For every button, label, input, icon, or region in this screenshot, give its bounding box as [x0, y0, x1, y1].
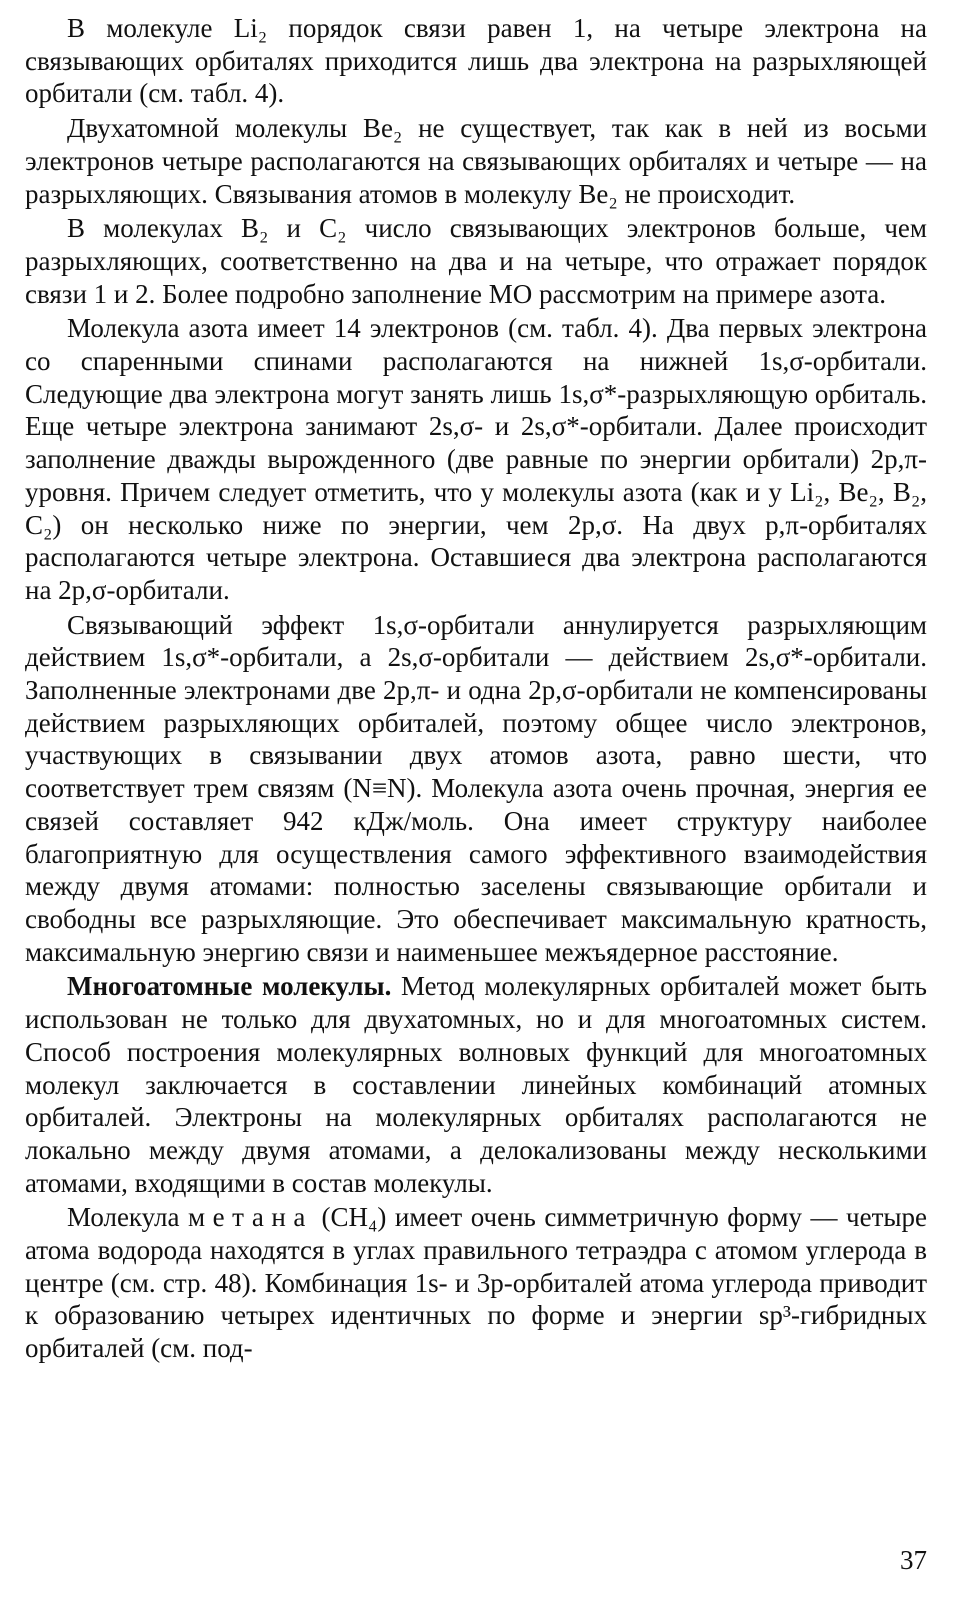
paragraph-methane	[25, 1201, 927, 1365]
paragraph-bonding-effect: Связывающий эффект 1s,σ-орбитали аннулируется разрыхляющим действием 1s,σ*-орбитали, а 2s,σ-орбитали — действием 2s,σ*-орбитали. Заполненные электронами две 2p,π- и одна 2p,σ-орбитали не компенсированы действием разрыхляющих орбиталей, поэтому общее число электронов, участвующих в связывании двух атомов азота, равно шести, что соответствует трем связям (N≡N). Молекула азота очень прочная, энергия ее связей составляет 942 кДж/моль. Она имеет структуру наиболее благоприятную для осуществления самого эффективного взаимодействия между двумя атомами: полностью заселены связывающие орбитали и свободны все разрыхляющие. Это обеспечивает максимальную кратность, максимальную энергию связи и наименьшее межъядерное расстояние.	[25, 609, 927, 967]
paragraph-polyatomic	[25, 970, 927, 1199]
paragraph-b2-c2: В молекулах B₂ и C₂ число связывающих электронов больше, чем разрыхляющих, соответственно на два и на четыре, что отражает порядок связи 1 и 2. Более подробно заполнение МО рассмотрим на примере азота.	[25, 213, 927, 309]
page-body	[25, 12, 927, 1365]
methane-word: метана	[187, 1202, 313, 1233]
paragraph-li2: В молекуле Li₂ порядок связи равен 1, на четыре электрона на связывающих орбиталях приходится лишь два электрона на разрыхляющей орбитали (см. табл. 4).	[25, 13, 927, 109]
methane-intro: Молекула	[67, 1202, 188, 1233]
paragraph-be2: Двухатомной молекулы Be₂ не существует, так как в ней из восьми электронов четыре располагаются на связывающих орбиталях и четыре — на разрыхляющих. Связывания атомов в молекулу Be₂ не происходит.	[25, 113, 927, 209]
methane-text: (CH₄) имеет очень симметричную форму — четыре атома водорода находятся в углах правильного тетраэдра с атомом углерода в центре (см. стр. 48). Комбинация 1s- и 3p-орбиталей атома углерода приводит к образованию четырех идентичных по форме и энергии sp³-гибридных орбиталей (см. под-	[25, 1202, 927, 1364]
polyatomic-text: Метод молекулярных орбиталей может быть использован не только для двухатомных, но и для многоатомных систем. Способ построения молекулярных волновых функций для многоатомных молекул заключается в составлении линейных комбинаций атомных орбиталей. Электроны на молекулярных орбиталях располагаются не локально между двумя атомами, а делокализованы между несколькими атомами, входящими в состав молекулы.	[25, 971, 927, 1198]
section-heading: Многоатомные молекулы.	[67, 971, 392, 1002]
page-number: 37	[900, 1545, 927, 1575]
paragraph-nitrogen: Молекула азота имеет 14 электронов (см. табл. 4). Два первых электрона со спаренными спинами располагаются на нижней 1s,σ-орбитали. Следующие два электрона могут занять лишь 1s,σ*-разрыхляющую орбиталь. Еще четыре электрона занимают 2s,σ- и 2s,σ*-орбитали. Далее происходит заполнение дважды вырожденного (две равные по энергии орбитали) 2p,π-уровня. Причем следует отметить, что у молекулы азота (как и у Li₂, Be₂, B₂, C₂) он несколько ниже по энергии, чем 2p,σ. На двух p,π-орбиталях располагаются четыре электрона. Оставшиеся два электрона располагаются на 2p,σ-орбитали.	[25, 313, 927, 605]
